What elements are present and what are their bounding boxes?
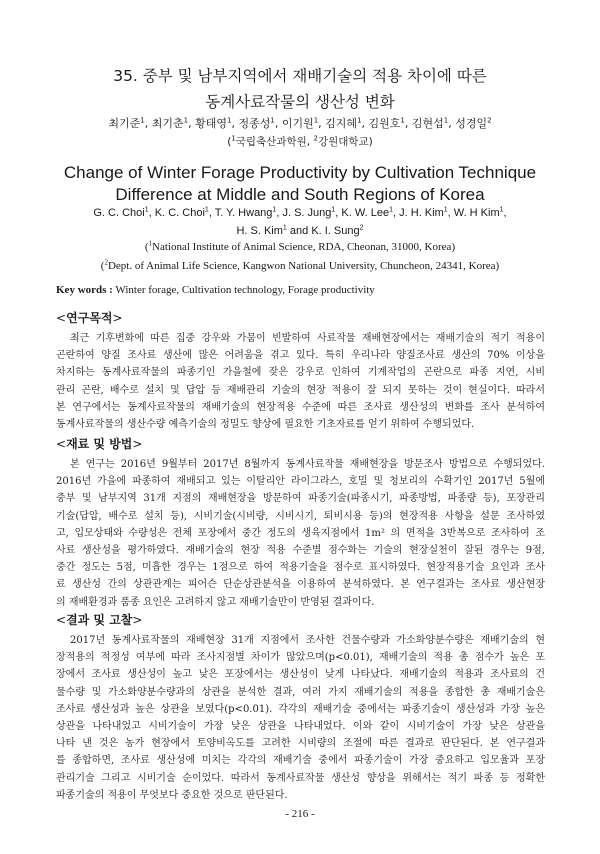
korean-affiliations: ($^1$국립축산과학원, $^2$강원대학교) xyxy=(227,134,373,148)
paragraph-line: 를 종합하면, 조사료 생산성에 미치는 각각의 재배기술 중에서 파종기술이 가장 중요하고 입모율과 포장 xyxy=(56,755,545,767)
section-heading-results: <결과 및 고찰> xyxy=(56,613,143,627)
page-number: - 216 - xyxy=(285,808,315,820)
affiliation-ko-2: 강원대학교 xyxy=(317,136,369,148)
author-ko: 이기원 xyxy=(281,117,314,130)
author-ko: 황태영 xyxy=(195,117,227,130)
korean-author-list: 최기준$^1$, 최기춘$^1$, 황태영$^1$, 정종성$^1$, 이기원$^1$, 김지혜$^1$, 김원호$^1$, 김현섭$^1$, 성경일$^2$ xyxy=(108,116,492,130)
paragraph-line: 2016년 가을에 파종하여 재배되고 있는 이탈리안 라이그라스, 호밀 및 청보리의 수확기인 2017년 5월에 xyxy=(56,476,545,488)
paragraph-line: 료 생산성 간의 상관관계는 피어슨 단순상관분석을 이용하여 분석하였다. 본 연구결과는 조사료 생산현장 xyxy=(56,579,545,591)
paragraph-line: 관리기술 그리고 시비기술 순이었다. 따라서 동계사료작물 생산성 향상을 위해서는 적기 파종 등 정확한 xyxy=(56,772,545,784)
results-paragraph xyxy=(56,632,545,804)
section-heading-purpose: <연구목적> xyxy=(56,311,123,325)
english-affiliation-2: ($^2$Dept. of Animal Life Science, Kangwon National University, Chuncheon, 24341, Korea) xyxy=(100,258,500,272)
author-ko: 김원호 xyxy=(368,117,401,130)
methods-paragraph xyxy=(56,456,545,611)
english-title-line-2: Difference at Middle and South Regions of Korea xyxy=(115,185,485,204)
author-ko: 김지혜 xyxy=(325,117,358,130)
paragraph-line: 조사료 생산성과 높은 상관을 보였다(p<0.01). 각각의 재배기술 중에서는 파종기술이 생산성과 가장 높은 xyxy=(56,703,545,715)
keywords-text: Winter forage, Cultivation technology, Forage productivity xyxy=(115,284,375,296)
paragraph-line: 동계사료작물의 생산수량 예측기술의 정밀도 향상에 필요한 기초자료를 얻기 위하여 수행되었다. xyxy=(56,419,475,431)
paragraph-line: 고, 입모상태와 수량성은 전체 포장에서 중간 정도의 생육지점에서 1m² 의 면적을 3반복으로 조사하여 조 xyxy=(56,527,545,539)
korean-title-line-1: 35. 중부 및 남부지역에서 재배기술의 적용 차이에 따른 xyxy=(113,67,487,85)
paragraph-line: 물수량 및 가소화양분수량과의 상관을 분석한 결과, 여러 가지 재배기술의 적용을 종합한 총 재배기술은 xyxy=(56,686,545,698)
english-title-line-1: Change of Winter Forage Productivity by Cultivation Technique xyxy=(63,163,537,182)
english-author-list-line-2: H. S. Kim$^1$ and K. I. Sung$^2$ xyxy=(236,224,364,237)
paragraph-line: 기술(답압, 배수로 설치 등), 시비기술(시비량, 시비시기, 퇴비시용 등)의 현장적용 사항을 설문 조사하였 xyxy=(56,510,545,522)
keywords xyxy=(56,282,556,298)
author-ko: 정종성 xyxy=(238,117,271,130)
purpose-paragraph xyxy=(56,330,545,433)
paragraph-line: 상관을 나타내었고 시비기술이 가장 낮은 상관을 나타내었다. 이와 같이 시비기술이 가장 낮은 상관을 xyxy=(56,721,545,733)
author-ko: 김현섭 xyxy=(411,117,444,130)
english-affiliation-1: ($^1$National Institute of Animal Science, RDA, Cheonan, 31000, Korea) xyxy=(144,239,456,253)
affiliation-ko-1: 국립축산과학원 xyxy=(235,136,307,148)
paragraph-line: 곤란하여 양질 조사료 생산에 많은 어려움을 겪고 있다. 특히 우리나라 양질조사료 생산의 70% 이상을 xyxy=(56,350,545,362)
korean-title-line-2: 동계사료작물의 생산성 변화 xyxy=(205,93,395,111)
paragraph-line: 나타 낸 것은 농가 현장에서 토양비옥도를 고려한 시비량의 조절에 따른 결과로 판단된다. 본 연구결과 xyxy=(56,738,545,750)
paragraph-line: 본 연구는 2016년 9월부터 2017년 8월까지 동계사료작물 재배현장을 방문조사 방법으로 수행되었다. xyxy=(70,459,545,470)
paragraph-line: 장에서 조사료 생산성이 높고 낮은 포장에서는 생산성이 낮게 나타났다. 재배기술의 적용과 조사료의 건 xyxy=(56,669,545,681)
paragraph-line: 본 연구에서는 동계사료작물의 재배기술의 현장적용 수준에 따른 조사료 생산성의 변화를 조사 분석하여 xyxy=(56,401,545,413)
paragraph-line: 장적용의 적정성 여부에 따라 조사지점별 차이가 많았으며(p<0.01), 재배기술의 적용 총 점수가 높은 포 xyxy=(56,652,545,664)
section-heading-methods: <재료 및 방법> xyxy=(56,437,143,451)
author-ko: 최기춘 xyxy=(151,117,184,130)
paragraph-line: 파종기술의 적용이 무엇보다 중요한 것으로 판단된다. xyxy=(56,789,288,801)
paragraph-line: 관리 곤란, 배수로 설치 및 답압 등 재배관리 기술의 현장 적용이 잘 되지 못하는 것이 현실이다. 따라서 xyxy=(56,384,545,396)
author-ko: 최기준 xyxy=(108,117,141,130)
paragraph-line: 차지하는 동계사료작물의 파종기인 가을철에 잦은 강우로 인하여 기계작업의 곤란으로 파종 지연, 시비 xyxy=(56,367,545,379)
paragraph-line: 최근 기후변화에 따른 집중 강우와 가뭄이 빈발하여 사료작물 재배현장에서는 재배기술의 적기 적용이 xyxy=(70,333,545,344)
author-ko: 성경일 xyxy=(455,117,488,130)
paragraph-line: 의 재배환경과 품종 요인은 고려하지 않고 재배기술만이 반영된 결과이다. xyxy=(56,596,375,608)
paragraph-line: 중부 및 남부지역 31개 지점의 재배현장을 방문하여 파종기술(파종시기, 파종방법, 파종량 등), 포장관리 xyxy=(56,493,545,505)
keywords-label: Key words : xyxy=(56,284,113,296)
paragraph-line: 중간 정도는 5점, 미흡한 경우는 1점으로 하여 적용기술을 점수로 표시하였다. 현장적용기술 요인과 조사 xyxy=(56,562,545,574)
paragraph-line: 사료 생산성을 평가하였다. 재배기술의 현장 적용 수준별 점수화는 기술의 현장실천이 잘된 경우는 9점, xyxy=(56,545,545,557)
paragraph-line: 2017년 동계사료작물의 재배현장 31개 지점에서 조사한 건물수량과 가소화양분수량은 재배기술의 현 xyxy=(70,635,545,646)
english-author-list-line-1: G. C. Choi$^1$, K. C. Choi$^1$, T. Y. Hwang$^1$, J. S. Jung$^1$, K. W. Lee$^1$, J. H. Kim$^1$, W. H Kim$^1$, xyxy=(93,206,507,219)
